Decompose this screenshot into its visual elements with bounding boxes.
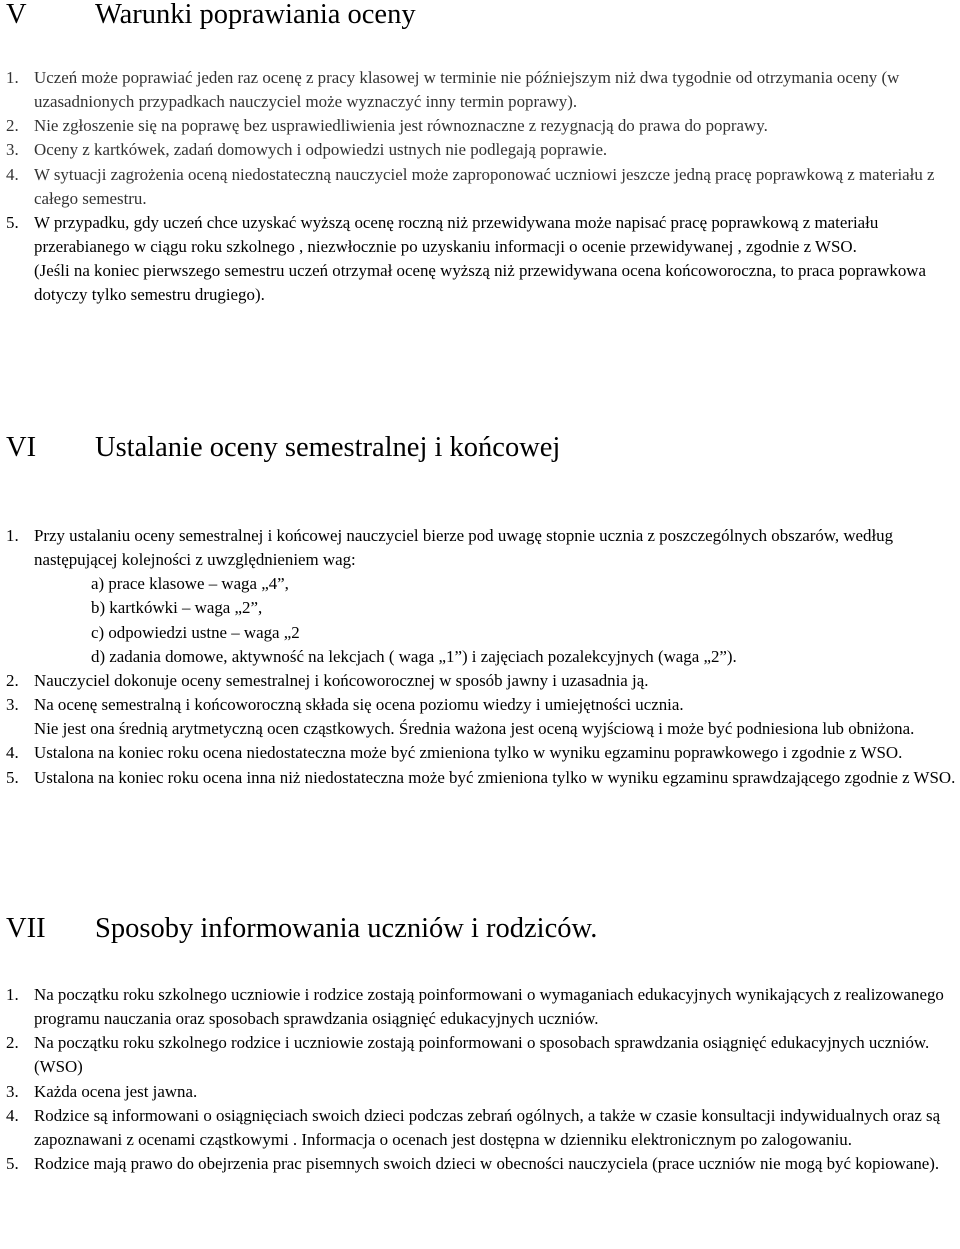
- list-item: [0, 741, 959, 765]
- section-v-list: [0, 66, 960, 308]
- item-text: Oceny z kartkówek, zadań domowych i odpowiedzi ustnych nie podlegają poprawie.: [34, 140, 608, 160]
- item-text: Przy ustalaniu oceny semestralnej i końcowej nauczyciel bierze pod uwagę stopnie ucznia z poszczególnych obszarów, według następującej kolejności z uwzględnieniem wag:: [34, 526, 894, 570]
- item-text: Na ocenę semestralną i końcoworoczną składa się ocena poziomu wiedzy i umiejętności ucznia.: [34, 695, 684, 715]
- item-number: 5.: [6, 767, 19, 787]
- section-title: Sposoby informowania uczniów i rodziców.: [95, 913, 598, 944]
- item-note: Nie jest ona średnią arytmetyczną ocen cząstkowych. Średnia ważona jest oceną wyjściową i może być podniesiona lub obniżona.: [34, 719, 915, 739]
- weight-item: d) zadania domowe, aktywność na lekcjach ( waga „1”) i zajęciach pozalekcyjnych (waga „2”).: [91, 646, 737, 666]
- item-number: 4.: [6, 164, 19, 184]
- weight-item: b) kartkówki – waga „2”,: [91, 598, 263, 618]
- item-text: Ustalona na koniec roku ocena niedostateczna może być zmieniona tylko w wyniku egzaminu poprawkowego i zgodnie z WSO.: [34, 743, 903, 763]
- item-text: Każda ocena jest jawna.: [34, 1081, 198, 1101]
- list-item: [0, 1152, 959, 1176]
- item-text: Na początku roku szkolnego uczniowie i rodzice zostają poinformowani o wymaganiach edukacyjnych wynikających z realizowanego programu nauczania oraz sposobach sprawdzania osiągnięć edukacyjnych uczniów.: [34, 985, 944, 1029]
- weight-item: c) odpowiedzi ustne – waga „2: [91, 622, 300, 642]
- section-number: VI: [6, 432, 37, 463]
- list-item: [0, 1080, 959, 1104]
- section-title: Warunki poprawiania oceny: [95, 0, 416, 30]
- list-item: [0, 983, 959, 1031]
- item-number: 1.: [6, 985, 19, 1004]
- section-vi-list: [0, 524, 960, 790]
- list-item: [0, 669, 959, 693]
- list-item: [0, 211, 959, 308]
- list-item: [0, 138, 959, 162]
- item-number: 3.: [6, 695, 19, 715]
- list-item: [0, 524, 959, 669]
- item-number: 5.: [6, 1154, 19, 1174]
- item-text: Ustalona na koniec roku ocena inna niż niedostateczna może być zmieniona tylko w wyniku egzaminu sprawdzającego zgodnie z WSO.: [34, 767, 956, 787]
- item-text: W sytuacji zagrożenia oceną niedostateczną nauczyciel może zaproponować uczniowi jeszcze jedną pracę poprawkową z materiału z całego semestru.: [34, 164, 935, 208]
- weight-item: a) prace klasowe – waga „4”,: [91, 574, 289, 594]
- item-text: Nie zgłoszenie się na poprawę bez usprawiedliwienia jest równoznaczne z rezygnacją do prawa do poprawy.: [34, 116, 768, 136]
- list-item: [0, 114, 959, 138]
- item-number: 2.: [6, 1033, 19, 1053]
- list-item: [0, 693, 959, 741]
- item-note: (Jeśli na koniec pierwszego semestru uczeń otrzymał ocenę wyższą niż przewidywana ocena końcoworoczna, to praca poprawkowa dotyczy tylko semestru drugiego).: [34, 261, 927, 305]
- item-number: 3.: [6, 140, 19, 160]
- item-number: 3.: [6, 1081, 19, 1101]
- item-text: Rodzice mają prawo do obejrzenia prac pisemnych swoich dzieci w obecności nauczyciela (prace uczniów nie mogą być kopiowane).: [34, 1154, 940, 1174]
- item-text: Rodzice są informowani o osiągnięciach swoich dzieci podczas zebrań ogólnych, a także w czasie konsultacji indywidualnych oraz są zapoznawani z ocenami cząstkowymi . Informacja o ocenach jest dostępna w dzienniku elektronicznym po zalogowaniu.: [34, 1105, 941, 1149]
- list-item: [0, 1104, 959, 1152]
- item-number: 5.: [6, 212, 19, 232]
- section-vii-list: [0, 983, 960, 1176]
- list-item: [0, 766, 959, 790]
- item-text: Na początku roku szkolnego rodzice i uczniowie zostają poinformowani o sposobach sprawdzania osiągnięć edukacyjnych uczniów. (WSO): [34, 1033, 930, 1077]
- list-item: [0, 66, 959, 114]
- item-number: 1.: [6, 68, 19, 87]
- item-number: 1.: [6, 526, 19, 545]
- item-number: 4.: [6, 743, 19, 763]
- item-text: Uczeń może poprawiać jeden raz ocenę z pracy klasowej w terminie nie późniejszym niż dwa tygodnie od otrzymania oceny (w uzasadnionych przypadkach nauczyciel może wyznaczyć inny termin poprawy).: [34, 68, 900, 112]
- item-text: Nauczyciel dokonuje oceny semestralnej i końcoworocznej w sposób jawny i uzasadnia ją.: [34, 670, 649, 690]
- list-item: [0, 163, 959, 211]
- section-number: V: [6, 0, 27, 30]
- section-title: Ustalanie oceny semestralnej i końcowej: [95, 432, 561, 463]
- item-number: 4.: [6, 1105, 19, 1125]
- item-text: W przypadku, gdy uczeń chce uzyskać wyższą ocenę roczną niż przewidywana może napisać pracę poprawkową z materiału przerabianego w ciągu roku szkolnego , niezwłocznie po uzyskaniu informacji o ocenie przewidywanej , zgodnie z WSO.: [34, 212, 879, 257]
- item-number: 2.: [6, 116, 19, 136]
- item-number: 2.: [6, 670, 19, 690]
- list-item: [0, 1031, 959, 1079]
- section-number: VII: [6, 913, 46, 944]
